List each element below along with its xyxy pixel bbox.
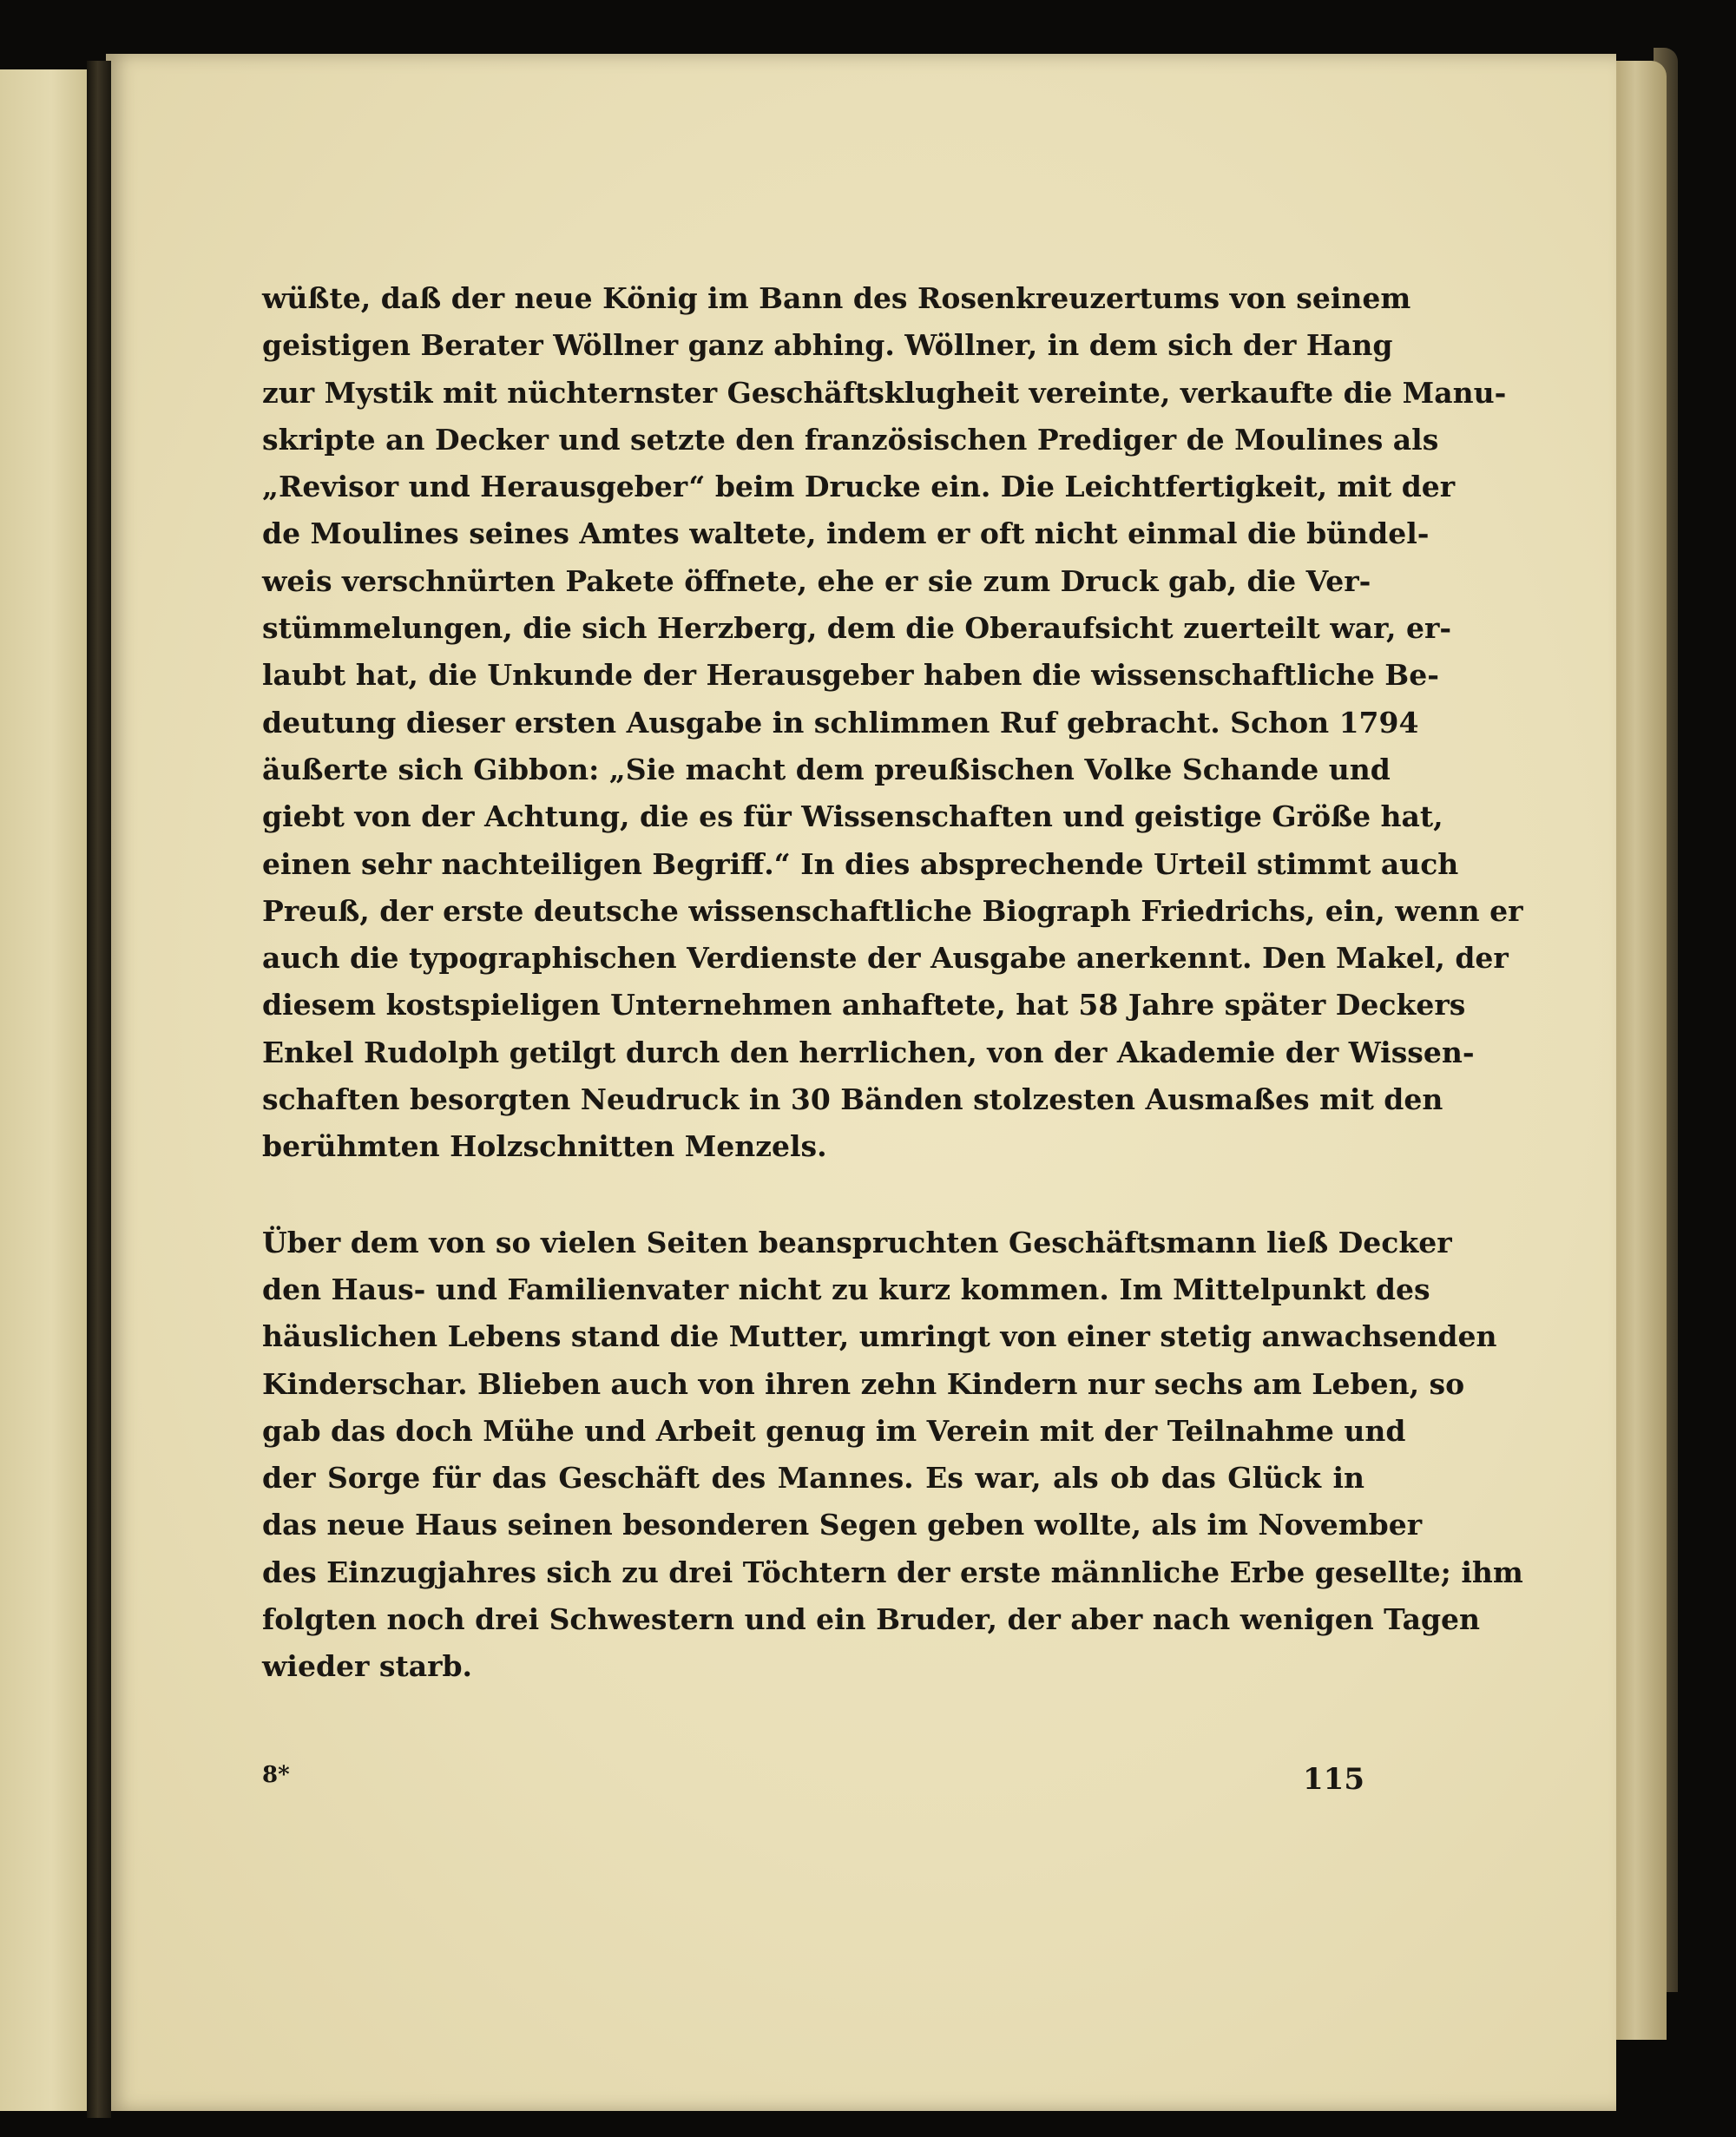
text-line: Enkel Rudolph getilgt durch den herrlichen, von der Akademie der Wissen- [262, 1035, 1475, 1069]
text-line: Über dem von so vielen Seiten beanspruchten Geschäftsmann ließ Decker [262, 1225, 1452, 1259]
text-line: berühmten Holzschnitten Menzels. [262, 1129, 827, 1164]
book-page [106, 54, 1616, 2111]
text-line: deutung dieser ersten Ausgabe in schlimmen Ruf gebracht. Schon 1794 [262, 705, 1419, 740]
book-gutter [87, 61, 111, 2118]
text-line: schaften besorgten Neudruck in 30 Bänden stolzesten Ausmaßes mit den [262, 1082, 1443, 1117]
text-line: diesem kostspieligen Unternehmen anhaftete, hat 58 Jahre später Deckers [262, 988, 1466, 1022]
text-line: de Moulines seines Amtes waltete, indem er oft nicht einmal die bündel- [262, 516, 1430, 551]
text-line: wüßte, daß der neue König im Bann des Rosenkreuzertums von seinem [262, 281, 1411, 315]
text-line: wieder starb. [262, 1649, 473, 1684]
text-line: „Revisor und Herausgeber“ beim Drucke ein. Die Leichtfertigkeit, mit der [262, 470, 1456, 504]
text-line: auch die typographischen Verdienste der Ausgabe anerkennt. Den Makel, der [262, 941, 1509, 976]
text-line: des Einzugjahres sich zu drei Töchtern der erste männliche Erbe gesellte; ihm [262, 1555, 1523, 1589]
text-line: stümmelungen, die sich Herzberg, dem die Oberaufsicht zuerteilt war, er- [262, 611, 1452, 646]
paragraph-spacer [262, 1171, 1364, 1220]
page-number: 115 [1303, 1762, 1364, 1797]
text-line: der Sorge für das Geschäft des Mannes. Es war, als ob das Glück in [262, 1461, 1364, 1496]
body-text [262, 275, 1523, 1691]
text-line: giebt von der Achtung, die es für Wissenschaften und geistige Größe hat, [262, 799, 1443, 834]
text-line: äußerte sich Gibbon: „Sie macht dem preußischen Volke Schande und [262, 752, 1391, 786]
text-line: Kinderschar. Blieben auch von ihren zehn Kindern nur sechs am Leben, so [262, 1366, 1465, 1401]
text-line: gab das doch Mühe und Arbeit genug im Verein mit der Teilnahme und [262, 1413, 1406, 1448]
text-line: häuslichen Lebens stand die Mutter, umringt von einer stetig anwachsenden [262, 1319, 1497, 1354]
text-line: den Haus- und Familienvater nicht zu kurz kommen. Im Mittelpunkt des [262, 1272, 1430, 1306]
text-line: geistigen Berater Wöllner ganz abhing. Wöllner, in dem sich der Hang [262, 328, 1393, 363]
page-footer [262, 1762, 1364, 1805]
text-line: zur Mystik mit nüchternster Geschäftsklugheit vereinte, verkaufte die Manu- [262, 375, 1507, 410]
left-page-edge [0, 69, 94, 2111]
text-line: einen sehr nachteiligen Begriff.“ In dies absprechende Urteil stimmt auch [262, 846, 1459, 881]
paragraph-2 [262, 1220, 1523, 1691]
paragraph-1 [262, 275, 1523, 1171]
text-line: weis verschnürten Pakete öffnete, ehe er sie zum Druck gab, die Ver- [262, 563, 1371, 598]
text-line: laubt hat, die Unkunde der Herausgeber haben die wissenschaftliche Be- [262, 658, 1439, 693]
signature-mark: 8* [262, 1762, 290, 1788]
text-line: das neue Haus seinen besonderen Segen geben wollte, als im November [262, 1508, 1423, 1542]
text-line: skripte an Decker und setzte den französischen Prediger de Moulines als [262, 422, 1439, 457]
text-line: folgten noch drei Schwestern und ein Bruder, der aber nach wenigen Tagen [262, 1602, 1481, 1637]
text-line: Preuß, der erste deutsche wissenschaftliche Biograph Friedrichs, ein, wenn er [262, 893, 1523, 928]
